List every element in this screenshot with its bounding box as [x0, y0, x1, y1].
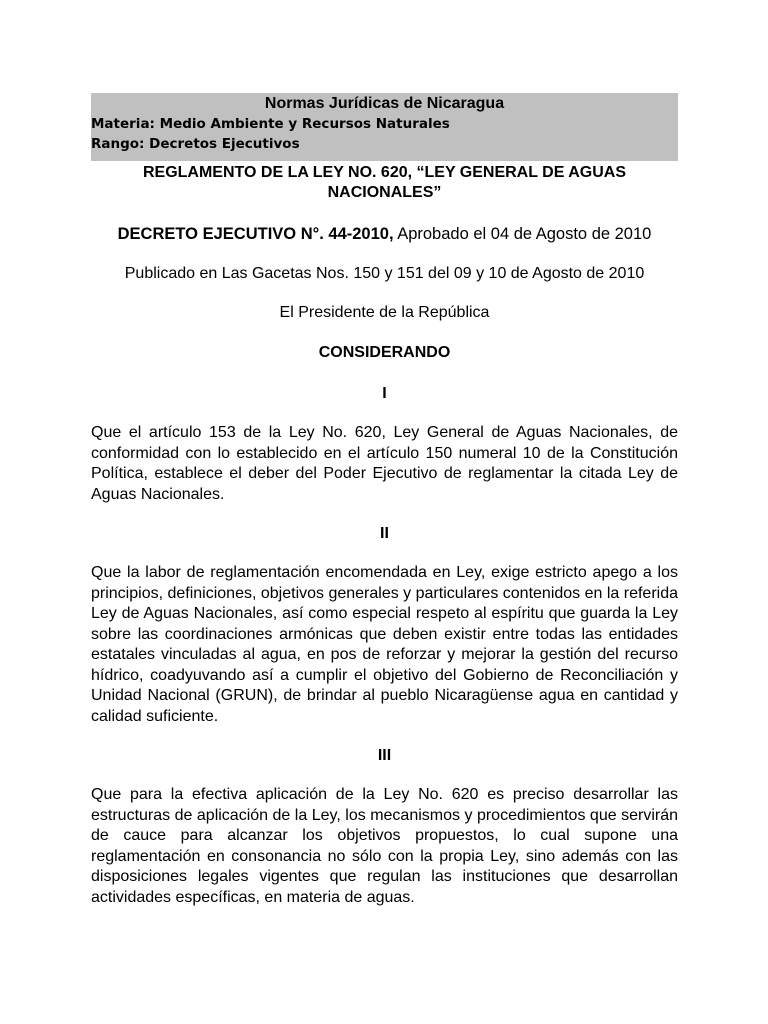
- president-line: El Presidente de la República: [279, 304, 490, 321]
- considerando-heading: CONSIDERANDO: [318, 344, 451, 361]
- section-paragraph: Que para la efectiva aplicación de la Ley No. 620 es preciso desarrollar las estructuras de aplicación de la Ley, los mecanismos y procedimientos que servirán de cauce para alcanzar los objetivos propuestos, lo cual supone una reglamentación en consonancia no sólo con la propia Ley, sino además con las disposiciones legales vigentes que regulan las instituciones que desarrollan actividades específicas, en materia de aguas.: [91, 786, 678, 906]
- header-banner: [91, 93, 678, 161]
- decree-approval: Aprobado el 04 de Agosto de 2010: [393, 225, 652, 243]
- section-numeral: II: [380, 525, 389, 542]
- decree-label: DECRETO EJECUTIVO N°. 44-2010,: [117, 225, 394, 243]
- document-title: REGLAMENTO DE LA LEY NO. 620, “LEY GENERAL DE AGUAS NACIONALES”: [142, 164, 627, 201]
- decree-line: [91, 224, 678, 244]
- section-paragraph: Que el artículo 153 de la Ley No. 620, Ley General de Aguas Nacionales, de conformidad con lo establecido en el artículo 150 numeral 10 de la Constitución Política, establece el deber del Poder Ejecutivo de reglamentar la citada Ley de Aguas Nacionales.: [91, 424, 678, 503]
- header-materia: Materia: Medio Ambiente y Recursos Naturales: [91, 116, 450, 132]
- section-numeral: I: [382, 385, 387, 402]
- section-paragraph: Que la labor de reglamentación encomendada en Ley, exige estricto apego a los principios, definiciones, objetivos generales y particulares contenidos en la referida Ley de Aguas Nacionales, así como especial respeto al espíritu que guarda la Ley sobre las coordinaciones armónicas que deben existir entre todas las entidades estatales vinculadas al agua, en pos de reforzar y mejorar la gestión del recurso hídrico, coadyuvando así a cumplir el objetivo del Gobierno de Reconciliación y Unidad Nacional (GRUN), de brindar al pueblo Nicaragüense agua en cantidad y calidad suficiente.: [91, 564, 678, 725]
- publication-line: Publicado en Las Gacetas Nos. 150 y 151 del 09 y 10 de Agosto de 2010: [124, 265, 645, 282]
- header-title: Normas Jurídicas de Nicaragua: [264, 95, 505, 112]
- header-rango: Rango: Decretos Ejecutivos: [91, 136, 300, 152]
- section-numeral: III: [377, 747, 392, 764]
